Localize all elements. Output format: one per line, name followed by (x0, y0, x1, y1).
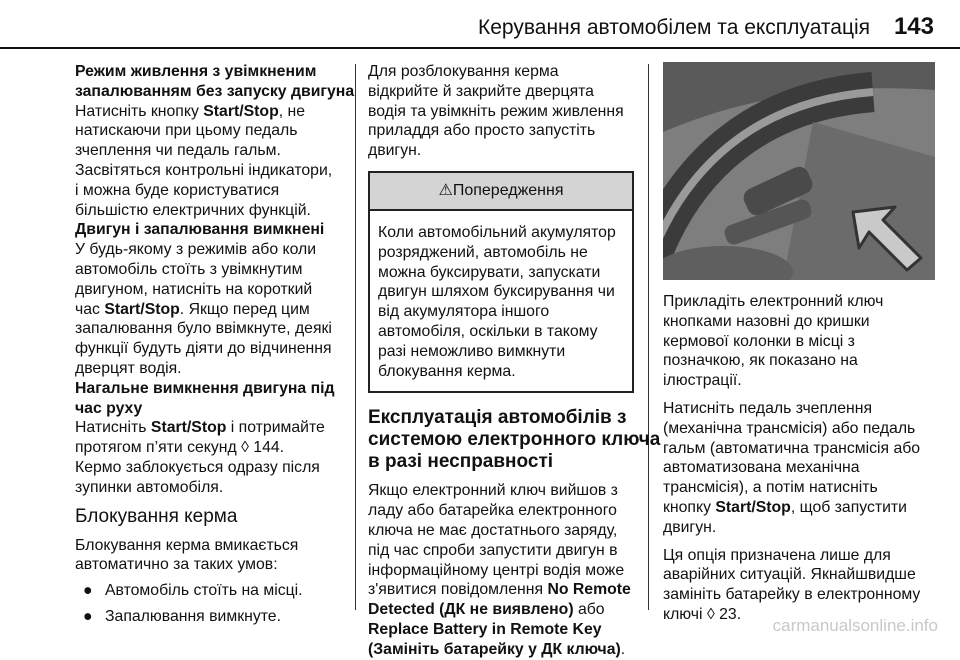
warning-header: ⚠Попередження (370, 173, 632, 211)
column-divider (355, 64, 356, 610)
list-item: ● Автомобіль стоїть на місці. (83, 582, 303, 600)
heading-engine-off: Двигун і запалювання вимкнені (75, 221, 325, 239)
column-left (75, 62, 355, 627)
watermark: carmanualsonline.info (772, 616, 938, 635)
paragraph: Натисніть кнопку Start/Stop, не натискаючи при цьому педаль зчеплення чи педаль гальм. Засвітяться контрольні індикатори, і можна буде користуватися більшістю електричних функцій. (75, 102, 333, 219)
page-number: 143 (893, 13, 934, 40)
column-divider (648, 64, 649, 610)
steering-column-illustration (663, 62, 935, 280)
paragraph: Блокування керма вмикається автоматично за таких умов: (75, 536, 299, 574)
warning-box (368, 171, 634, 393)
warning-icon: ⚠ (438, 181, 453, 199)
column-right (663, 62, 935, 625)
column-middle (368, 62, 661, 660)
paragraph: Якщо електронний ключ вийшов з ладу або батарейка електронного ключа не має достатнього заряду, під час спроби запустити двигун в інформаційному центрі водія може з'явитися повідомлення No Remote Detected (ДК не виявлено) або Replace Battery in Remote Key (Замініть батарейку у ДК ключа). (368, 482, 631, 658)
paragraph: Прикладіть електронний ключ кнопками назовні до кришки кермової колонки в місці з позначкою, як показано на ілюстрації. (663, 293, 884, 390)
paragraph: Натисніть педаль зчеплення (механічна трансмісія) або педаль гальм (автоматична трансмісія або автоматизована механічна трансмісія), а потім натисніть кнопку Start/Stop, щоб запустити двигун. (663, 399, 921, 536)
list-item: ● Запалювання вимкнуте. (83, 607, 281, 625)
section-title-steering-lock: Блокування керма (75, 505, 238, 527)
header-title: Керування автомобілем та експлуатація (478, 16, 871, 39)
paragraph: Ця опція призначена лише для аварійних ситуацій. Якнайшвидше замініть батарейку в електронному ключі ◊ 23. (663, 546, 921, 623)
paragraph: Для розблокування керма відкрийте й закрийте дверцята водія та увімкніть режим живлення приладдя або просто запустіть двигун. (368, 63, 624, 160)
heading-emergency-stop: Нагальне вимкнення двигуна під час руху (75, 379, 335, 417)
paragraph: Натисніть Start/Stop і потримайте протягом п’яти секунд ◊ 144. Кермо заблокується одразу після зупинки автомобіля. (75, 419, 325, 496)
header-rule (0, 47, 960, 49)
section-title-electronic-key: Експлуатація автомобілів з системою електронного ключа в разі несправності (368, 407, 661, 473)
paragraph: У будь-якому з режимів або коли автомобіль стоїть з увімкнутим двигуном, натисніть на короткий час Start/Stop. Якщо перед цим запалювання було ввімкнуте, деякі функції будуть діяти до відчинення дверцят водія. (75, 241, 332, 377)
page-ref-icon: ◊ (706, 605, 715, 623)
warning-text: Коли автомобільний акумулятор розряджений, автомобіль не можна буксирувати, запускати двигун шляхом буксирування чи від акумулятора іншого автомобіля, оскільки в такому разі неможливо вимкнути блокування керма. (378, 223, 616, 380)
heading-power-mode: Режим живлення з увімкненим запалюванням без запуску двигуна (75, 63, 355, 100)
page-ref-icon: ◊ (241, 439, 249, 457)
